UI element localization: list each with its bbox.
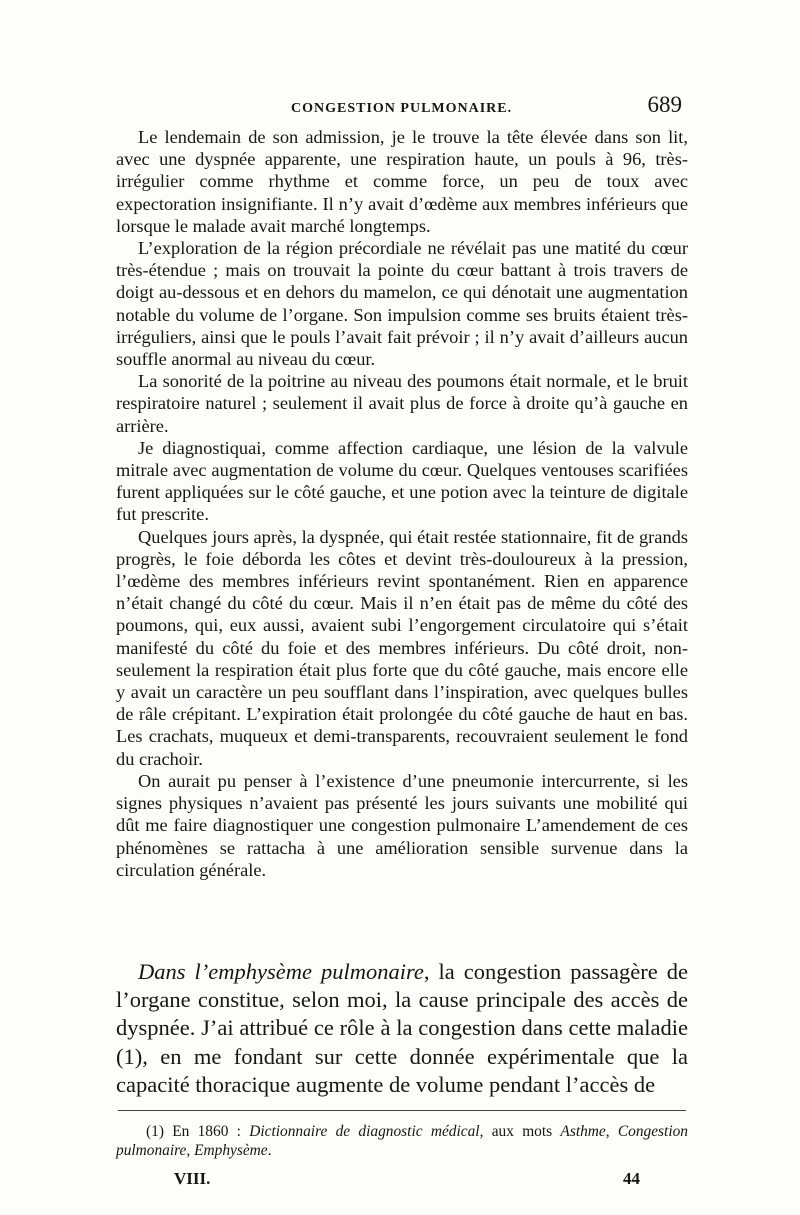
large-paragraph [116, 958, 688, 1099]
printer-signature [116, 1169, 688, 1191]
footnote-marker: (1) En 1860 : [146, 1123, 250, 1140]
running-title: CONGESTION PULMONAIRE. [291, 101, 513, 116]
footnote-title: Dictionnaire de diagnostic médical [249, 1123, 480, 1140]
paragraph: La sonorité de la poitrine au niveau des poumons était normale, et le bruit respiratoire naturel ; seulement il avait plus de force à droite qu’à gauche en arrière. [116, 371, 688, 436]
paragraph: Je diagnostiquai, comme affection cardiaque, une lésion de la valvule mitrale avec augmentation de volume du cœur. Quelques ventouses scarifiées furent appliquées sur le côté gauche, et une potion avec la teinture de digitale fut prescrite. [116, 437, 688, 525]
footnote [116, 1122, 688, 1160]
large-paragraph-text: , la congestion passagère de l’organe constitue, selon moi, la cause principale des accès de dyspnée. J’ai attribué ce rôle à la congestion dans cette maladie (1), en me fondant sur cette donnée expérimentale que la capacité thoracique augmente de volume pendant l’accès de [116, 959, 688, 1097]
page-header [116, 92, 688, 122]
footnote-sep: , [605, 1123, 618, 1140]
footnote-rule [118, 1110, 686, 1111]
footnote-text [116, 1122, 688, 1160]
body-text [116, 126, 688, 881]
paragraph: On aurait pu penser à l’existence d’une pneumonie intercurrente, si les signes physiques n’avaient pas présenté les jours suivants une mobilité qui dût me faire diagnostiquer une congestion pulmonaire L’amendement de ces phénomènes se rattacha à une amélioration sensible survenue dans la circulation générale. [116, 770, 688, 880]
large-type-section [116, 958, 688, 1099]
footnote-word-congestion: Congestion pulmonaire [116, 1123, 688, 1159]
sheet-number: 44 [623, 1169, 640, 1188]
footnote-end: . [267, 1142, 272, 1159]
page-number: 689 [647, 92, 682, 117]
footnote-word-emphyseme: Emphysème [194, 1142, 268, 1159]
large-paragraph-italic-lead: Dans l’emphysème pulmonaire [138, 959, 424, 984]
volume-mark: VIII. [174, 1169, 211, 1188]
paragraph: Le lendemain de son admission, je le trouve la tête élevée dans son lit, avec une dyspnée apparente, une respiration haute, un pouls à 96, très-irrégulier comme rhythme et comme force, un peu de toux avec expectoration insignifiante. Il n’y avait d’œdème aux membres inférieurs que lorsque le malade avait marché longtemps. [116, 127, 688, 236]
footnote-word-asthme: Asthme [560, 1123, 606, 1140]
paragraph: L’exploration de la région précordiale ne révélait pas une matité du cœur très-étendue ; mais on trouvait la pointe du cœur battant à trois travers de doigt au-dessous et en dehors du mamelon, ce qui dénotait une augmentation notable du volume de l’organe. Son impulsion comme ses bruits étaient très-irréguliers, ainsi que le pouls l’avait fait prévoir ; il n’y avait d’ailleurs aucun souffle anormal au niveau du cœur. [116, 238, 688, 370]
footnote-middle: , aux mots [479, 1123, 561, 1140]
paragraph: Quelques jours après, la dyspnée, qui était restée stationnaire, fit de grands progrès, le foie déborda les côtes et devint très-douloureux à la pression, l’œdème des membres inférieurs revint spontanément. Rien en apparence n’était changé du côté du cœur. Mais il n’en était pas de même du côté des poumons, qui, eux aussi, avaient subi l’engorgement circulatoire qui s’était manifesté du côté du foie et des membres inférieurs. Du côté droit, non-seulement la respiration était plus forte que du côté gauche, mais encore elle y avait un caractère un peu soufflant dans l’inspiration, avec quelques bulles de râle crépitant. L’expiration était prolongée du côté gauche de haut en bas. Les crachats, muqueux et demi-transparents, recouvraient seulement le fond du crachoir. [116, 526, 688, 769]
footnote-sep2: , [186, 1142, 195, 1159]
